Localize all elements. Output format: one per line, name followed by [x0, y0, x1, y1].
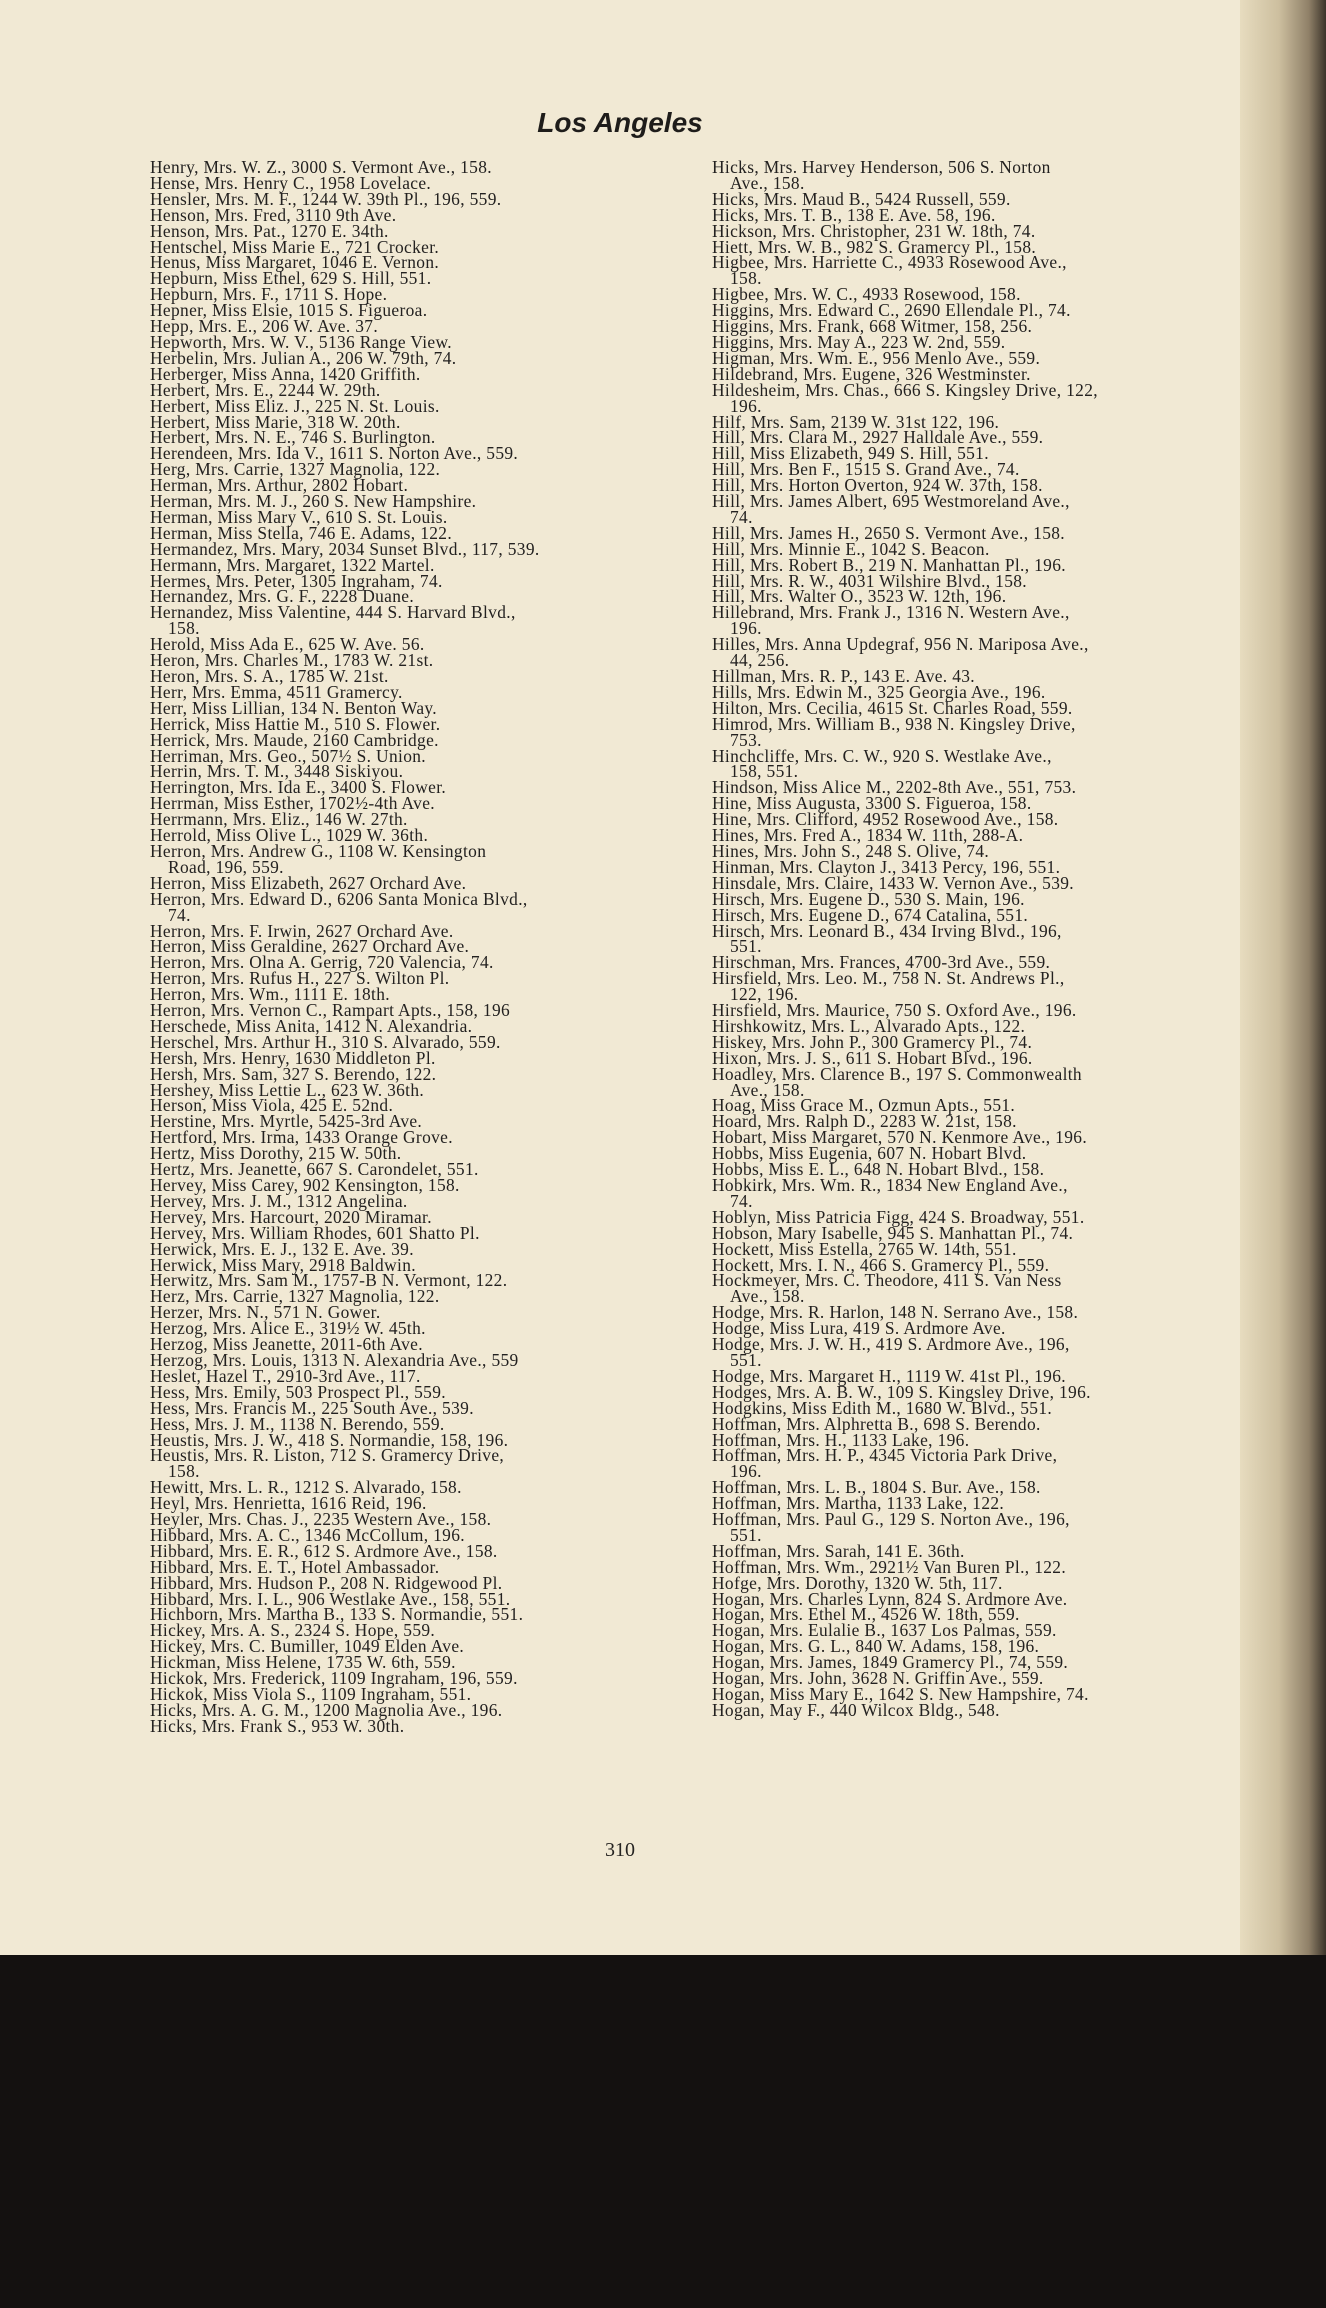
- entry-text: Henry, Mrs. W. Z., 3000 S. Vermont Ave., 158.: [150, 157, 492, 177]
- entry-text: Herzog, Mrs. Alice E., 319½ W. 45th.: [150, 1318, 426, 1339]
- entry-text: Hodgkins, Miss Edith M., 1680 W. Blvd., 551.: [712, 1397, 1053, 1418]
- entry-text: Hicks, Mrs. Maud B., 5424 Russell, 559.: [712, 188, 1011, 209]
- entry-text: Hewitt, Mrs. L. R., 1212 S. Alvarado, 158.: [150, 1477, 462, 1498]
- entry-text: Hepburn, Mrs. F., 1711 S. Hope.: [150, 284, 388, 305]
- entry-text: Hiskey, Mrs. John P., 300 Gramercy Pl., 74.: [712, 1031, 1033, 1052]
- entry-text: Hess, Mrs. Emily, 503 Prospect Pl., 559.: [150, 1381, 446, 1402]
- entry-text: Hodge, Miss Lura, 419 S. Ardmore Ave.: [712, 1318, 1006, 1339]
- entry-text: Hodge, Mrs. Margaret H., 1119 W. 41st Pl., 196.: [712, 1365, 1066, 1386]
- entry-text: Herrin, Mrs. T. M., 3448 Siskiyou.: [150, 761, 404, 782]
- entry-text: Hodge, Mrs. R. Harlon, 148 N. Serrano Ave., 158.: [712, 1302, 1079, 1323]
- entry-text: Herron, Mrs. Edward D., 6206 Santa Monica Blvd.,: [150, 888, 528, 909]
- entry-text: Hibbard, Mrs. E. T., Hotel Ambassador.: [150, 1556, 440, 1577]
- entry-text: Hickok, Mrs. Frederick, 1109 Ingraham, 196, 559.: [150, 1668, 518, 1689]
- entry-text: Herrick, Mrs. Maude, 2160 Cambridge.: [150, 729, 439, 750]
- entry-text: Herron, Mrs. Wm., 1111 E. 18th.: [150, 984, 390, 1005]
- directory-entry: [150, 1715, 670, 1736]
- entry-text: Hodges, Mrs. A. B. W., 109 S. Kingsley Drive, 196.: [712, 1381, 1091, 1402]
- entry-text: Herstine, Mrs. Myrtle, 5425-3rd Ave.: [150, 1111, 423, 1132]
- entry-text: Hindson, Miss Alice M., 2202-8th Ave., 551, 753.: [712, 777, 1077, 798]
- entry-continuation: 44, 256.: [730, 650, 790, 671]
- entry-text: Herschel, Mrs. Arthur H., 310 S. Alvarado, 559.: [150, 1031, 501, 1052]
- directory-entry: [712, 968, 1240, 1005]
- entry-text: Hernandez, Mrs. G. F., 2228 Duane.: [150, 586, 415, 607]
- entry-text: Henus, Miss Margaret, 1046 E. Vernon.: [150, 252, 440, 273]
- entry-text: Hill, Mrs. Minnie E., 1042 S. Beacon.: [712, 538, 990, 559]
- entry-text: Herron, Mrs. Vernon C., Rampart Apts., 158, 196: [150, 1000, 511, 1021]
- entry-text: Hicks, Mrs. Harvey Henderson, 506 S. Norton: [712, 157, 1051, 177]
- entry-text: Hill, Mrs. Horton Overton, 924 W. 37th, 158.: [712, 475, 1043, 496]
- entry-text: Herman, Miss Mary V., 610 S. St. Louis.: [150, 506, 448, 527]
- entry-text: Hersh, Mrs. Sam, 327 S. Berendo, 122.: [150, 1063, 437, 1084]
- entry-text: Hilles, Mrs. Anna Updegraf, 956 N. Mariposa Ave.,: [712, 634, 1089, 655]
- directory-entry: [712, 157, 1240, 193]
- entry-text: Herzog, Mrs. Louis, 1313 N. Alexandria Ave., 559: [150, 1349, 519, 1370]
- entry-text: Hernandez, Miss Valentine, 444 S. Harvard Blvd.,: [150, 602, 516, 623]
- entry-text: Hepburn, Miss Ethel, 629 S. Hill, 551.: [150, 268, 432, 289]
- entry-text: Herrold, Miss Olive L., 1029 W. 36th.: [150, 825, 429, 846]
- entry-text: Hill, Miss Elizabeth, 949 S. Hill, 551.: [712, 443, 989, 464]
- entry-continuation: 196.: [730, 618, 762, 639]
- directory-entry: [712, 1699, 1240, 1720]
- entry-text: Hill, Mrs. R. W., 4031 Wilshire Blvd., 158.: [712, 570, 1028, 591]
- entry-text: Herr, Mrs. Emma, 4511 Gramercy.: [150, 681, 403, 702]
- entry-text: Herbelin, Mrs. Julian A., 206 W. 79th, 74.: [150, 347, 457, 368]
- entry-continuation: 122, 196.: [730, 984, 799, 1005]
- entry-text: Herron, Miss Elizabeth, 2627 Orchard Ave.: [150, 872, 467, 893]
- directory-entry: [150, 602, 670, 639]
- directory-entry: [712, 920, 1240, 957]
- directory-entry: [712, 634, 1240, 671]
- left-column: [150, 157, 670, 1736]
- entry-text: Herbert, Mrs. E., 2244 W. 29th.: [150, 379, 381, 400]
- entry-text: Hill, Mrs. Robert B., 219 N. Manhattan Pl., 196.: [712, 554, 1066, 575]
- entry-text: Henson, Mrs. Fred, 3110 9th Ave.: [150, 204, 397, 225]
- directory-entry: [712, 252, 1240, 289]
- entry-text: Herbert, Mrs. N. E., 746 S. Burlington.: [150, 427, 436, 448]
- entry-text: Heyler, Mrs. Chas. J., 2235 Western Ave., 158.: [150, 1509, 492, 1530]
- entry-text: Hogan, Mrs. Ethel M., 4526 W. 18th, 559.: [712, 1604, 1020, 1625]
- entry-text: Hicks, Mrs. A. G. M., 1200 Magnolia Ave., 196.: [150, 1699, 503, 1720]
- entry-text: Hoblyn, Miss Patricia Figg, 424 S. Broadway, 551.: [712, 1206, 1085, 1227]
- entry-text: Hogan, Mrs. John, 3628 N. Griffin Ave., 559.: [712, 1668, 1044, 1689]
- entry-text: Herwick, Mrs. E. J., 132 E. Ave. 39.: [150, 1238, 414, 1259]
- entry-text: Herrmann, Mrs. Eliz., 146 W. 27th.: [150, 809, 408, 830]
- entry-text: Hertford, Mrs. Irma, 1433 Orange Grove.: [150, 1127, 453, 1148]
- entry-text: Herman, Miss Stella, 746 E. Adams, 122.: [150, 522, 453, 543]
- directory-entry: [150, 888, 670, 925]
- entry-text: Hockett, Miss Estella, 2765 W. 14th, 551.: [712, 1238, 1017, 1259]
- book-spine-shadow: [1240, 0, 1326, 1955]
- entry-text: Hogan, Mrs. G. L., 840 W. Adams, 158, 196.: [712, 1636, 1040, 1657]
- entry-text: Herman, Mrs. Arthur, 2802 Hobart.: [150, 475, 409, 496]
- entry-text: Hertz, Miss Dorothy, 215 W. 50th.: [150, 1143, 402, 1164]
- directory-entry: [712, 1063, 1240, 1100]
- entry-text: Hoard, Mrs. Ralph D., 2283 W. 21st, 158.: [712, 1111, 1017, 1132]
- entry-text: Hinchcliffe, Mrs. C. W., 920 S. Westlake Ave.,: [712, 745, 1052, 766]
- entry-text: Hobbs, Miss Eugenia, 607 N. Hobart Blvd.: [712, 1143, 1027, 1164]
- entry-text: Hirsch, Mrs. Leonard B., 434 Irving Blvd., 196,: [712, 920, 1062, 941]
- entry-text: Hickey, Mrs. A. S., 2324 S. Hope, 559.: [150, 1620, 436, 1641]
- entry-continuation: Ave., 158.: [730, 1286, 805, 1307]
- entry-continuation: 158.: [168, 618, 200, 639]
- entry-continuation: 551.: [730, 1349, 762, 1370]
- entry-text: Higbee, Mrs. W. C., 4933 Rosewood, 158.: [712, 284, 1021, 305]
- entry-text: Herman, Mrs. M. J., 260 S. New Hampshire.: [150, 491, 477, 512]
- entry-text: Hepworth, Mrs. W. V., 5136 Range View.: [150, 331, 452, 352]
- entry-text: Heustis, Mrs. J. W., 418 S. Normandie, 158, 196.: [150, 1429, 509, 1450]
- entry-text: Himrod, Mrs. William B., 938 N. Kingsley Drive,: [712, 713, 1076, 734]
- entry-text: Hill, Mrs. James H., 2650 S. Vermont Ave., 158.: [712, 522, 1065, 543]
- entry-text: Hickman, Miss Helene, 1735 W. 6th, 559.: [150, 1652, 456, 1673]
- entry-text: Hockmeyer, Mrs. C. Theodore, 411 S. Van Ness: [712, 1270, 1062, 1291]
- entry-text: Heslet, Hazel T., 2910-3rd Ave., 117.: [150, 1365, 421, 1386]
- directory-entry: [712, 745, 1240, 782]
- entry-continuation: 158, 551.: [730, 761, 799, 782]
- entry-continuation: 74.: [730, 1190, 753, 1211]
- entry-text: Hoffman, Mrs. Paul G., 129 S. Norton Ave., 196,: [712, 1509, 1070, 1530]
- entry-text: Hoffman, Mrs. Martha, 1133 Lake, 122.: [712, 1493, 1005, 1514]
- entry-text: Hill, Mrs. James Albert, 695 Westmoreland Ave.,: [712, 491, 1070, 512]
- entry-text: Hoffman, Mrs. Sarah, 141 E. 36th.: [712, 1540, 965, 1561]
- entry-text: Herrington, Mrs. Ida E., 3400 S. Flower.: [150, 777, 447, 798]
- entry-text: Henson, Mrs. Pat., 1270 E. 34th.: [150, 220, 389, 241]
- entry-text: Hillebrand, Mrs. Frank J., 1316 N. Western Ave.,: [712, 602, 1070, 623]
- entry-text: Hibbard, Mrs. E. R., 612 S. Ardmore Ave., 158.: [150, 1540, 498, 1561]
- entry-text: Hibbard, Mrs. A. C., 1346 McCollum, 196.: [150, 1524, 465, 1545]
- entry-text: Hepner, Miss Elsie, 1015 S. Figueroa.: [150, 300, 428, 321]
- entry-text: Herron, Mrs. Andrew G., 1108 W. Kensington: [150, 840, 487, 861]
- entry-text: Herg, Mrs. Carrie, 1327 Magnolia, 122.: [150, 459, 441, 480]
- entry-text: Herbert, Miss Marie, 318 W. 20th.: [150, 411, 401, 432]
- entry-text: Hobbs, Miss E. L., 648 N. Hobart Blvd., 158.: [712, 1159, 1045, 1180]
- entry-text: Hirsch, Mrs. Eugene D., 674 Catalina, 551.: [712, 904, 1029, 925]
- entry-text: Herold, Miss Ada E., 625 W. Ave. 56.: [150, 634, 425, 655]
- entry-text: Hichborn, Mrs. Martha B., 133 S. Normandie, 551.: [150, 1604, 524, 1625]
- entry-text: Hiett, Mrs. W. B., 982 S. Gramercy Pl., 158.: [712, 236, 1037, 257]
- entry-text: Hines, Mrs. John S., 248 S. Olive, 74.: [712, 840, 990, 861]
- entry-text: Hersh, Mrs. Henry, 1630 Middleton Pl.: [150, 1047, 436, 1068]
- entry-text: Higbee, Mrs. Harriette C., 4933 Rosewood Ave.,: [712, 252, 1067, 273]
- entry-continuation: 753.: [730, 729, 762, 750]
- entry-continuation: Ave., 158.: [730, 1079, 805, 1100]
- entry-text: Heustis, Mrs. R. Liston, 712 S. Gramercy Drive,: [150, 1445, 505, 1466]
- page-number: 310: [605, 1839, 635, 1861]
- entry-text: Higman, Mrs. Wm. E., 956 Menlo Ave., 559.: [712, 347, 1041, 368]
- entry-text: Hirsch, Mrs. Eugene D., 530 S. Main, 196.: [712, 888, 1025, 909]
- entry-text: Higgins, Mrs. May A., 223 W. 2nd, 559.: [712, 331, 1006, 352]
- entry-text: Herendeen, Mrs. Ida V., 1611 S. Norton Ave., 559.: [150, 443, 519, 464]
- page-title: Los Angeles: [537, 107, 703, 138]
- entry-text: Heron, Mrs. S. A., 1785 W. 21st.: [150, 666, 389, 686]
- entry-text: Hentschel, Miss Marie E., 721 Crocker.: [150, 236, 440, 257]
- entry-text: Herron, Mrs. F. Irwin, 2627 Orchard Ave.: [150, 920, 454, 941]
- entry-text: Herron, Miss Geraldine, 2627 Orchard Ave.: [150, 936, 470, 957]
- entry-text: Hess, Mrs. Francis M., 225 South Ave., 539.: [150, 1397, 474, 1418]
- entry-text: Heron, Mrs. Charles M., 1783 W. 21st.: [150, 650, 434, 671]
- entry-text: Hervey, Mrs. Harcourt, 2020 Miramar.: [150, 1206, 432, 1227]
- entry-text: Hoffman, Mrs. Alphretta B., 698 S. Berendo.: [712, 1413, 1041, 1434]
- entry-text: Hildebrand, Mrs. Eugene, 326 Westminster.: [712, 363, 1031, 384]
- entry-text: Hermes, Mrs. Peter, 1305 Ingraham, 74.: [150, 570, 443, 591]
- entry-text: Higgins, Mrs. Edward C., 2690 Ellendale Pl., 74.: [712, 300, 1071, 321]
- entry-text: Hensler, Mrs. M. F., 1244 W. 39th Pl., 196, 559.: [150, 188, 502, 209]
- directory-entry: [712, 1270, 1240, 1307]
- entry-text: Hill, Mrs. Clara M., 2927 Halldale Ave., 559.: [712, 427, 1044, 448]
- entry-text: Hepp, Mrs. E., 206 W. Ave. 37.: [150, 316, 379, 337]
- entry-text: Hills, Mrs. Edwin M., 325 Georgia Ave., 196.: [712, 681, 1046, 702]
- entry-text: Herschede, Miss Anita, 1412 N. Alexandria.: [150, 1015, 473, 1036]
- entry-text: Hicks, Mrs. T. B., 138 E. Ave. 58, 196.: [712, 204, 996, 225]
- entry-text: Hockett, Mrs. I. N., 466 S. Gramercy Pl., 559.: [712, 1254, 1050, 1275]
- entry-continuation: 158.: [730, 268, 762, 289]
- entry-text: Hoffman, Mrs. L. B., 1804 S. Bur. Ave., 158.: [712, 1477, 1041, 1498]
- entry-text: Hoffman, Mrs. H. P., 4345 Victoria Park Drive,: [712, 1445, 1058, 1466]
- entry-text: Herrick, Miss Hattie M., 510 S. Flower.: [150, 713, 441, 734]
- entry-text: Hirsfield, Mrs. Leo. M., 758 N. St. Andrews Pl.,: [712, 968, 1065, 989]
- entry-text: Hildesheim, Mrs. Chas., 666 S. Kingsley Drive, 122,: [712, 379, 1098, 400]
- entry-continuation: 196.: [730, 395, 762, 416]
- entry-text: Hertz, Mrs. Jeanette, 667 S. Carondelet, 551.: [150, 1159, 479, 1180]
- entry-text: Herron, Mrs. Rufus H., 227 S. Wilton Pl.: [150, 968, 450, 989]
- directory-entry: [712, 1334, 1240, 1370]
- entry-text: Herriman, Mrs. Geo., 507½ S. Union.: [150, 745, 426, 766]
- directory-entry: [712, 1509, 1240, 1545]
- entry-text: Hofge, Mrs. Dorothy, 1320 W. 5th, 117.: [712, 1572, 1003, 1593]
- entry-continuation: 158.: [168, 1461, 200, 1482]
- entry-text: Hershey, Miss Lettie L., 623 W. 36th.: [150, 1079, 425, 1100]
- entry-text: Hibbard, Mrs. Hudson P., 208 N. Ridgewood Pl.: [150, 1572, 503, 1593]
- entry-text: Hoadley, Mrs. Clarence B., 197 S. Commonwealth: [712, 1063, 1082, 1084]
- entry-text: Hillman, Mrs. R. P., 143 E. Ave. 43.: [712, 666, 975, 686]
- entry-text: Hines, Mrs. Fred A., 1834 W. 11th, 288-A.: [712, 825, 1024, 846]
- entry-continuation: 74.: [168, 904, 191, 925]
- directory-entry: [712, 491, 1240, 527]
- entry-text: Hess, Mrs. J. M., 1138 N. Berendo, 559.: [150, 1413, 445, 1434]
- entry-text: Hinsdale, Mrs. Claire, 1433 W. Vernon Ave., 539.: [712, 872, 1075, 893]
- entry-continuation: 551.: [730, 1524, 762, 1545]
- entry-text: Hogan, Mrs. Charles Lynn, 824 S. Ardmore Ave.: [712, 1588, 1068, 1609]
- entry-text: Hill, Mrs. Walter O., 3523 W. 12th, 196.: [712, 586, 1007, 607]
- entry-text: Hogan, Mrs. James, 1849 Gramercy Pl., 74, 559.: [712, 1652, 1069, 1673]
- entry-text: Hodge, Mrs. J. W. H., 419 S. Ardmore Ave., 196,: [712, 1334, 1070, 1355]
- entry-text: Hilton, Mrs. Cecilia, 4615 St. Charles Road, 559.: [712, 697, 1073, 718]
- directory-entry: [150, 840, 670, 877]
- entry-text: Hogan, Mrs. Eulalie B., 1637 Los Palmas, 559.: [712, 1620, 1057, 1641]
- entry-text: Herr, Miss Lillian, 134 N. Benton Way.: [150, 697, 438, 718]
- entry-text: Hobson, Mary Isabelle, 945 S. Manhattan Pl., 74.: [712, 1222, 1074, 1243]
- entry-text: Hervey, Miss Carey, 902 Kensington, 158.: [150, 1175, 460, 1195]
- entry-text: Herberger, Miss Anna, 1420 Griffith.: [150, 363, 421, 384]
- entry-continuation: 74.: [730, 506, 753, 527]
- directory-entry: [712, 602, 1240, 639]
- entry-text: Herwick, Miss Mary, 2918 Baldwin.: [150, 1254, 416, 1275]
- entry-text: Hoag, Miss Grace M., Ozmun Apts., 551.: [712, 1095, 1016, 1116]
- directory-entry: [712, 379, 1240, 416]
- entry-text: Hickson, Mrs. Christopher, 231 W. 18th, 74.: [712, 220, 1036, 241]
- entry-text: Herzog, Miss Jeanette, 2011-6th Ave.: [150, 1334, 423, 1355]
- right-column: [712, 157, 1240, 1720]
- entry-text: Hobkirk, Mrs. Wm. R., 1834 New England Ave.,: [712, 1175, 1068, 1195]
- directory-entry: [712, 1445, 1240, 1482]
- entry-text: Herzer, Mrs. N., 571 N. Gower.: [150, 1302, 381, 1323]
- entry-text: Herwitz, Mrs. Sam M., 1757-B N. Vermont, 122.: [150, 1270, 508, 1291]
- entry-text: Hermann, Mrs. Margaret, 1322 Martel.: [150, 554, 435, 575]
- entry-text: Hirshkowitz, Mrs. L., Alvarado Apts., 122.: [712, 1015, 1026, 1036]
- entry-text: Hine, Mrs. Clifford, 4952 Rosewood Ave., 158.: [712, 809, 1059, 830]
- entry-text: Hense, Mrs. Henry C., 1958 Lovelace.: [150, 172, 432, 193]
- entry-continuation: Road, 196, 559.: [168, 856, 284, 877]
- entry-text: Hill, Mrs. Ben F., 1515 S. Grand Ave., 74.: [712, 459, 1020, 480]
- entry-text: Hoffman, Mrs. Wm., 2921½ Van Buren Pl., 122.: [712, 1556, 1067, 1577]
- directory-entry: [712, 713, 1240, 750]
- entry-text: Hickok, Miss Viola S., 1109 Ingraham, 551.: [150, 1684, 472, 1704]
- entry-continuation: 196.: [730, 1461, 762, 1482]
- entry-text: Herz, Mrs. Carrie, 1327 Magnolia, 122.: [150, 1286, 440, 1307]
- entry-text: Herrman, Miss Esther, 1702½-4th Ave.: [150, 793, 435, 814]
- entry-text: Hilf, Mrs. Sam, 2139 W. 31st 122, 196.: [712, 411, 1000, 432]
- entry-text: Hinman, Mrs. Clayton J., 3413 Percy, 196, 551.: [712, 856, 1061, 877]
- entry-continuation: 551.: [730, 936, 762, 957]
- entry-text: Hogan, Miss Mary E., 1642 S. New Hampshire, 74.: [712, 1684, 1089, 1704]
- entry-text: Hine, Miss Augusta, 3300 S. Figueroa, 158.: [712, 793, 1032, 814]
- entry-text: Hervey, Mrs. William Rhodes, 601 Shatto Pl.: [150, 1222, 480, 1243]
- entry-text: Hicks, Mrs. Frank S., 953 W. 30th.: [150, 1715, 405, 1736]
- directory-entry: [712, 1175, 1240, 1211]
- entry-text: Hibbard, Mrs. I. L., 906 Westlake Ave., 158, 551.: [150, 1588, 511, 1609]
- entry-text: Hirsfield, Mrs. Maurice, 750 S. Oxford Ave., 196.: [712, 1000, 1077, 1021]
- entry-text: Hobart, Miss Margaret, 570 N. Kenmore Ave., 196.: [712, 1127, 1088, 1148]
- directory-entry: [150, 1445, 670, 1482]
- entry-text: Higgins, Mrs. Frank, 668 Witmer, 158, 256.: [712, 316, 1033, 337]
- entry-text: Herson, Miss Viola, 425 E. 52nd.: [150, 1095, 394, 1116]
- entry-text: Hermandez, Mrs. Mary, 2034 Sunset Blvd., 117, 539.: [150, 538, 540, 559]
- entry-text: Heyl, Mrs. Henrietta, 1616 Reid, 196.: [150, 1493, 427, 1514]
- entry-text: Herbert, Miss Eliz. J., 225 N. St. Louis.: [150, 395, 440, 416]
- entry-text: Herron, Mrs. Olna A. Gerrig, 720 Valencia, 74.: [150, 952, 494, 973]
- entry-text: Hogan, May F., 440 Wilcox Bldg., 548.: [712, 1699, 1000, 1720]
- entry-text: Hickey, Mrs. C. Bumiller, 1049 Elden Ave.: [150, 1636, 465, 1657]
- entry-text: Hixon, Mrs. J. S., 611 S. Hobart Blvd., 196.: [712, 1047, 1033, 1068]
- entry-continuation: Ave., 158.: [730, 172, 805, 193]
- entry-text: Hirschman, Mrs. Frances, 4700-3rd Ave., 559.: [712, 952, 1051, 973]
- entry-text: Hoffman, Mrs. H., 1133 Lake, 196.: [712, 1429, 970, 1450]
- scan-background: [0, 1955, 1326, 2308]
- entry-text: Hervey, Mrs. J. M., 1312 Angelina.: [150, 1190, 408, 1211]
